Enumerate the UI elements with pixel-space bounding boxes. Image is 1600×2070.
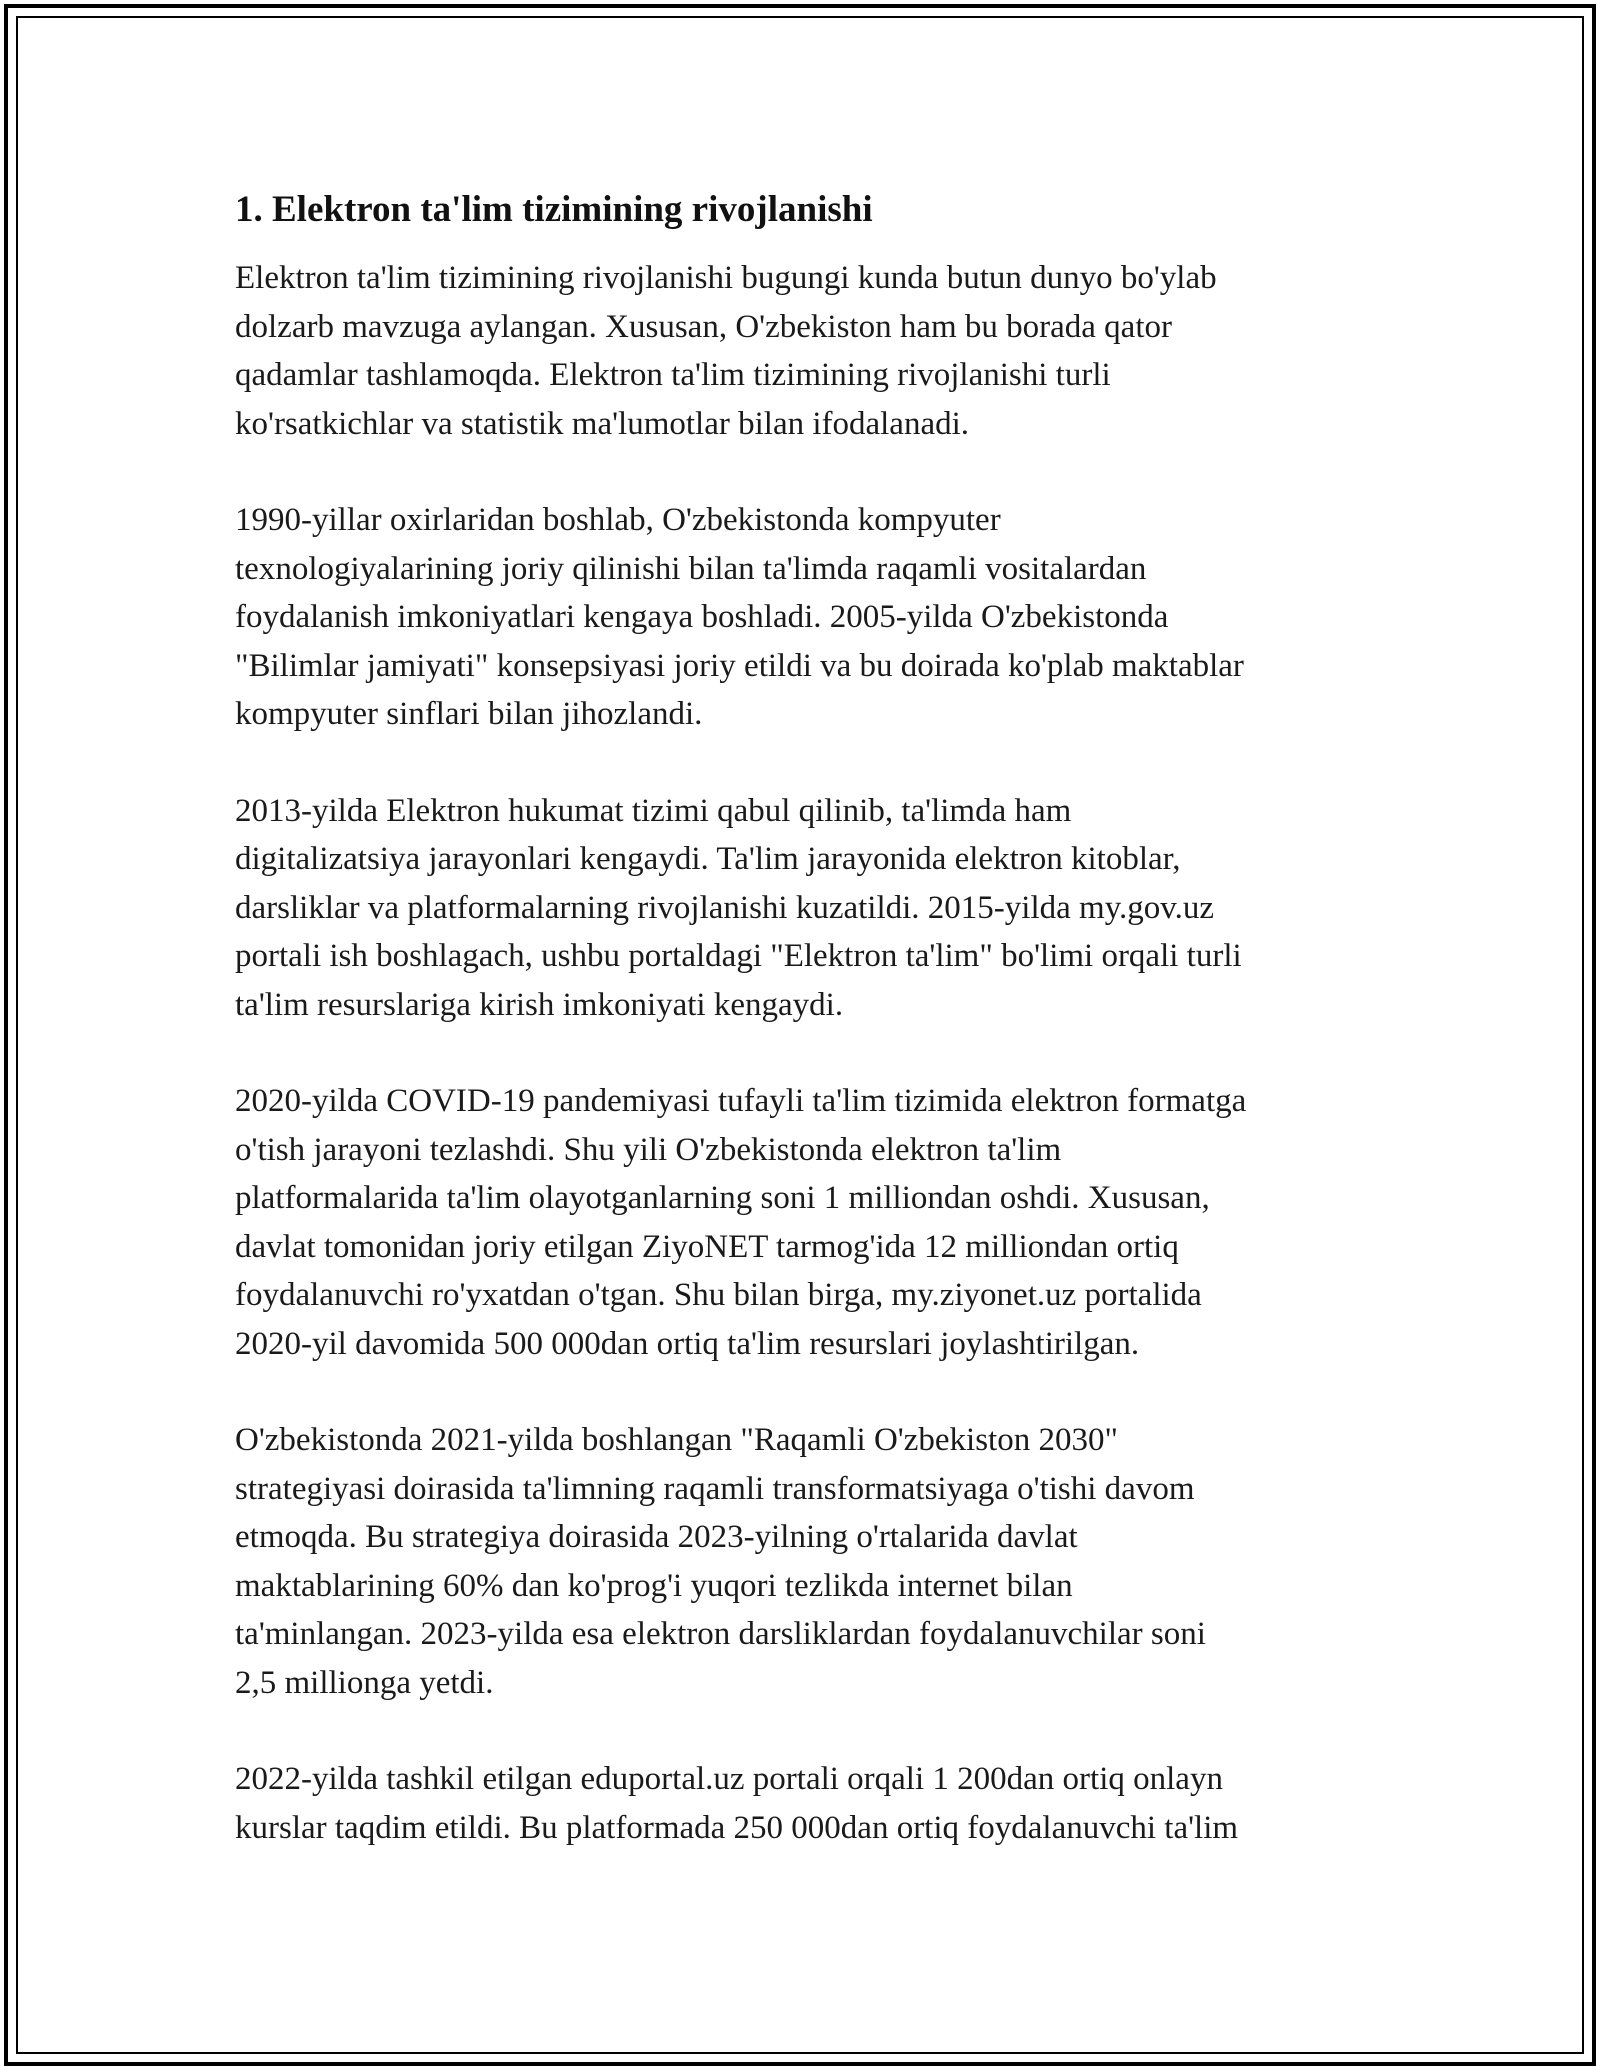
text-line: strategiyasi doirasida ta'limning raqamli transformatsiyaga o'tishi davom xyxy=(235,1470,1195,1507)
document-body xyxy=(235,186,1375,1900)
text-line: kurslar taqdim etildi. Bu platformada 250 000dan ortiq foydalanuvchi ta'lim xyxy=(235,1809,1239,1846)
text-line: platformalarida ta'lim olayotganlarning soni 1 milliondan oshdi. Xususan, xyxy=(235,1180,1210,1216)
text-line: ta'minlangan. 2023-yilda esa elektron darsliklardan foydalanuvchilar soni xyxy=(235,1616,1206,1652)
text-line: 2,5 millionga yetdi. xyxy=(235,1664,494,1701)
text-line: darsliklar va platformalarning rivojlanishi kuzatildi. 2015-yilda my.gov.uz xyxy=(235,889,1215,926)
text-line: "Bilimlar jamiyati" konsepsiyasi joriy etildi va bu doirada ko'plab maktablar xyxy=(235,647,1244,684)
text-line: 2022-yilda tashkil etilgan eduportal.uz portali orqali 1 200dan ortiq onlayn xyxy=(235,1761,1223,1797)
text-line: 2013-yilda Elektron hukumat tizimi qabul qilinib, ta'limda ham xyxy=(235,792,1072,829)
text-line: Elektron ta'lim tizimining rivojlanishi bugungi kunda butun dunyo bo'ylab xyxy=(235,260,1217,296)
text-line: ko'rsatkichlar va statistik ma'lumotlar bilan ifodalanadi. xyxy=(235,405,970,442)
text-line: 2020-yilda COVID-19 pandemiyasi tufayli ta'lim tizimida elektron formatga xyxy=(235,1083,1247,1119)
paragraph-2020 xyxy=(235,1077,1375,1368)
text-line: O'zbekistonda 2021-yilda boshlangan "Raqamli O'zbekiston 2030" xyxy=(235,1422,1118,1458)
text-line: 2020-yil davomida 500 000dan ortiq ta'lim resurslari joylashtirilgan. xyxy=(235,1325,1140,1362)
paragraph-2022 xyxy=(235,1755,1375,1852)
text-line: davlat tomonidan joriy etilgan ZiyoNET tarmog'ida 12 milliondan ortiq xyxy=(235,1228,1179,1265)
text-line: etmoqda. Bu strategiya doirasida 2023-yilning o'rtalarida davlat xyxy=(235,1519,1078,1555)
text-line: texnologiyalarining joriy qilinishi bilan ta'limda raqamli vositalardan xyxy=(235,550,1147,587)
text-line: foydalanuvchi ro'yxatdan o'tgan. Shu bilan birga, my.ziyonet.uz portalida xyxy=(235,1277,1202,1313)
text-line: kompyuter sinflari bilan jihozlandi. xyxy=(235,696,703,732)
text-line: qadamlar tashlamoqda. Elektron ta'lim tizimining rivojlanishi turli xyxy=(235,357,1111,393)
text-line: dolzarb mavzuga aylangan. Xususan, O'zbekiston ham bu borada qator xyxy=(235,308,1172,345)
paragraph-1990s xyxy=(235,496,1375,739)
text-line: ta'lim resurslariga kirish imkoniyati kengaydi. xyxy=(235,986,844,1023)
text-line: 1990-yillar oxirlaridan boshlab, O'zbekistonda kompyuter xyxy=(235,502,1001,538)
text-line: portali ish boshlagach, ushbu portaldagi "Elektron ta'lim" bo'limi orqali turli xyxy=(235,938,1242,974)
text-line: digitalizatsiya jarayonlari kengaydi. Ta'lim jarayonida elektron kitoblar, xyxy=(235,841,1181,877)
text-line: foydalanish imkoniyatlari kengaya boshladi. 2005-yilda O'zbekistonda xyxy=(235,599,1169,635)
paragraph-2013 xyxy=(235,787,1375,1030)
text-line: maktablarining 60% dan ko'prog'i yuqori tezlikda internet bilan xyxy=(235,1567,1073,1604)
paragraph-2021 xyxy=(235,1416,1375,1707)
text-line: o'tish jarayoni tezlashdi. Shu yili O'zbekistonda elektron ta'lim xyxy=(235,1131,1062,1168)
paragraph-intro xyxy=(235,254,1375,448)
section-heading: 1. Elektron ta'lim tizimining rivojlanishi xyxy=(235,189,873,230)
